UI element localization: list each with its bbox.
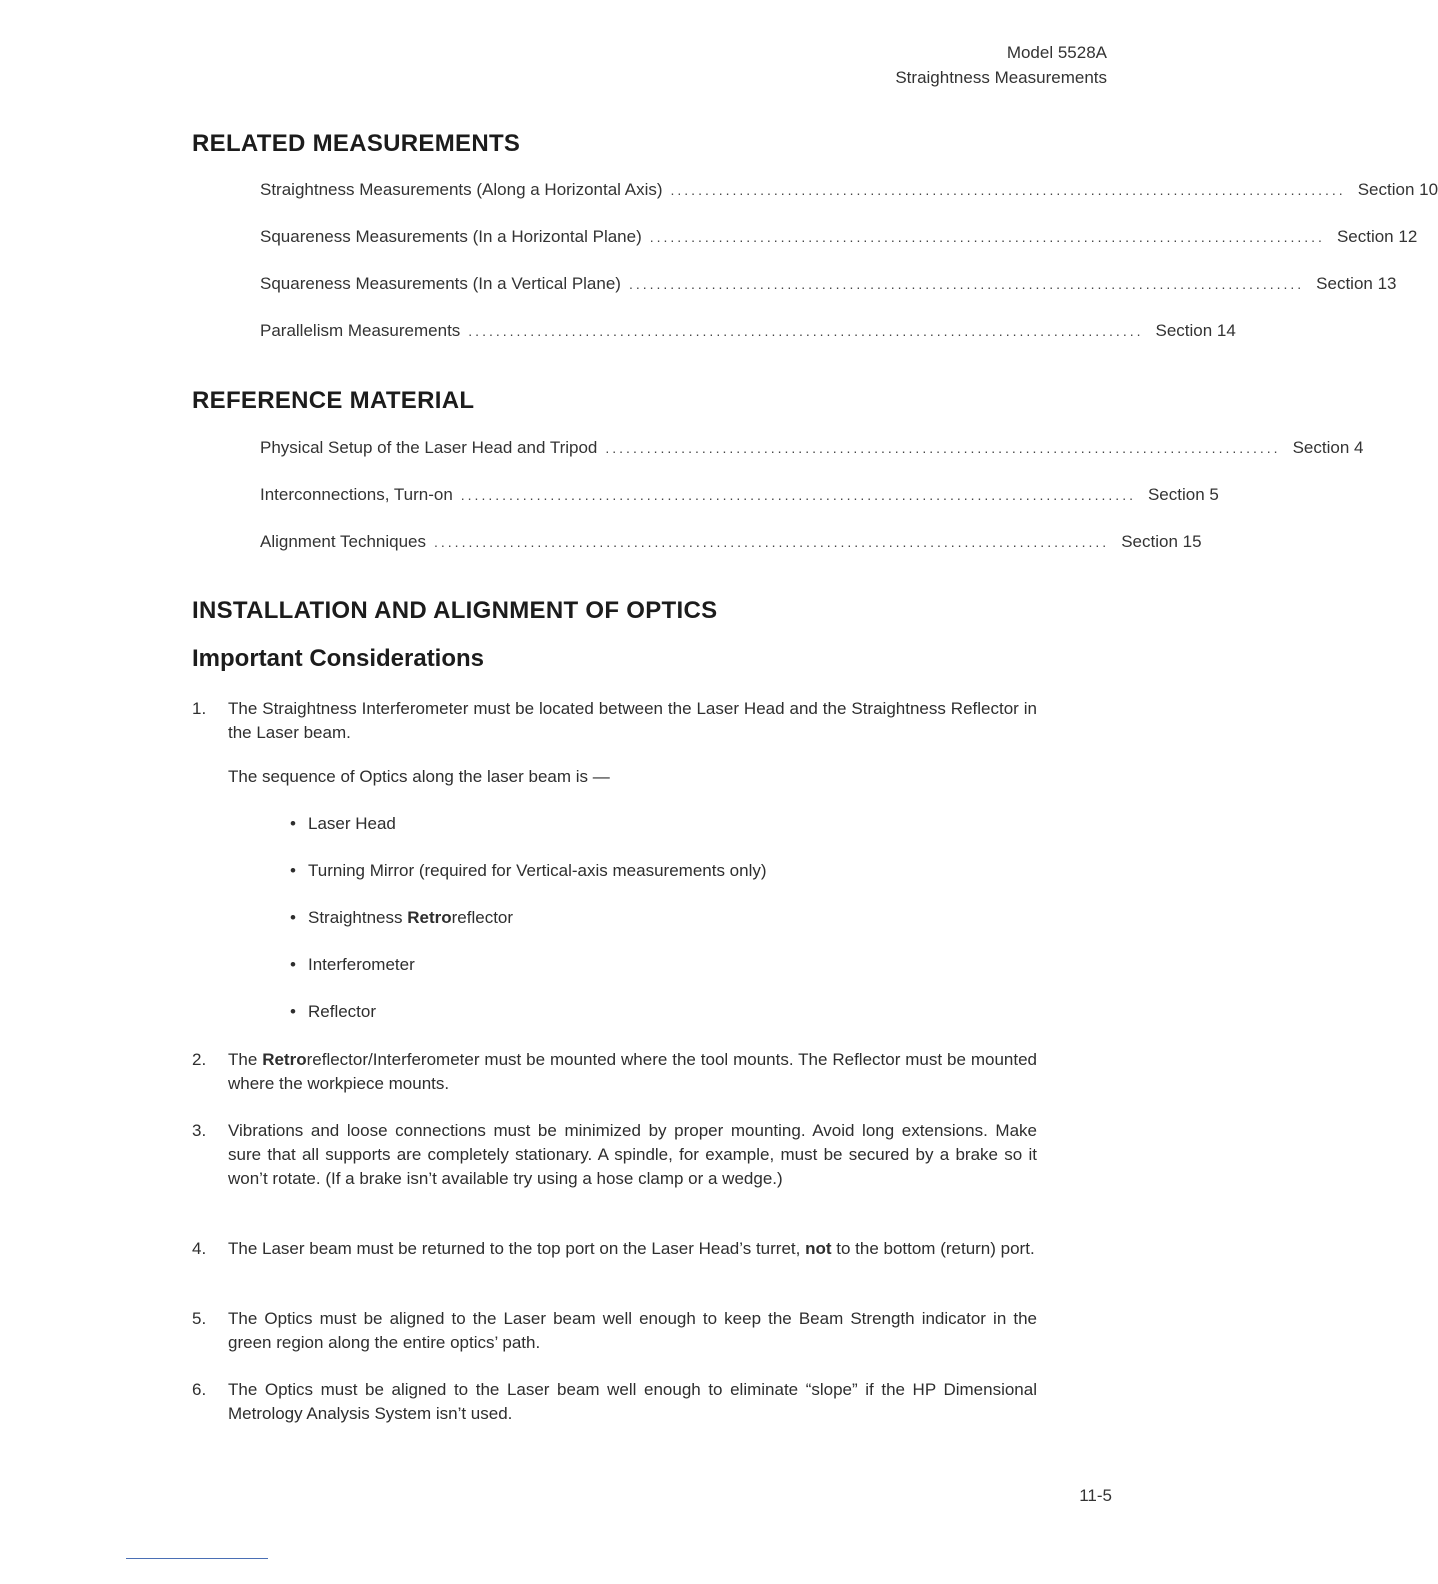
item-number: 6.: [192, 1380, 207, 1399]
toc-leader: ..................................................................................................: [460, 487, 1136, 503]
list-item-text: Interferometer: [308, 955, 415, 974]
toc-row: [260, 321, 1236, 368]
toc-section-ref: Section 10: [1357, 180, 1438, 199]
page-number: 11-5: [1079, 1486, 1112, 1505]
header-model: Model 5528A: [1006, 43, 1107, 62]
item-text: Vibrations and loose connections must be minimized by proper mounting. Avoid long extensions. Make sure that all supports are completely stationary. A spindle, for example, must be secured by a brake so it won’t rotate. (If a brake isn’t available try using a hose clamp or a wedge.): [228, 1121, 1037, 1188]
list-item: [290, 1002, 767, 1049]
reference-material-list: [260, 438, 1364, 579]
toc-title: Squareness Measurements (In a Vertical Plane): [260, 274, 621, 293]
list-item: [290, 814, 767, 861]
item-text: The Retroreflector/Interferometer must be mounted where the tool mounts. The Reflector must be mounted where the workpiece mounts.: [228, 1050, 1037, 1093]
list-item-text: Straightness Retroreflector: [308, 908, 514, 927]
item-number: 4.: [192, 1239, 207, 1258]
list-item: [290, 955, 767, 1002]
toc-section-ref: Section 15: [1121, 532, 1202, 551]
reference-material-heading: REFERENCE MATERIAL: [192, 387, 475, 414]
bullet-icon: •: [290, 1002, 296, 1021]
toc-title: Alignment Techniques: [260, 532, 427, 551]
footer-rule: [126, 1558, 268, 1559]
toc-section-ref: Section 12: [1336, 227, 1418, 246]
bullet-icon: •: [290, 955, 296, 974]
item-text: The Optics must be aligned to the Laser beam well enough to eliminate “slope” if the HP Dimensional Metrology Analysis System isn’t used.: [228, 1380, 1037, 1423]
consideration-item-1: [192, 697, 1037, 745]
list-item-text: Turning Mirror (required for Vertical-axis measurements only): [308, 861, 767, 880]
toc-row: [260, 227, 1418, 274]
consideration-item-2: [192, 1048, 1037, 1096]
consideration-item-3: [192, 1119, 1037, 1191]
toc-row: [260, 438, 1364, 485]
toc-row: [260, 274, 1397, 321]
bullet-icon: •: [290, 861, 296, 880]
toc-section-ref: Section 14: [1155, 321, 1236, 340]
toc-row: [260, 180, 1438, 227]
consideration-item-4: [192, 1237, 1037, 1261]
toc-row: [260, 532, 1202, 579]
item-number: 3.: [192, 1121, 207, 1140]
toc-leader: ..................................................................................................: [605, 440, 1281, 456]
toc-leader: ..................................................................................................: [434, 534, 1110, 550]
important-considerations-heading: Important Considerations: [192, 645, 485, 672]
bullet-icon: •: [290, 908, 296, 927]
optics-sequence-list: [290, 814, 767, 1049]
installation-heading: INSTALLATION AND ALIGNMENT OF OPTICS: [192, 597, 718, 624]
list-item: [290, 861, 767, 908]
header-section-title: Straightness Measurements: [895, 68, 1107, 87]
related-measurements-heading: RELATED MEASUREMENTS: [192, 130, 521, 157]
toc-row: [260, 485, 1219, 532]
toc-leader: ..................................................................................................: [628, 276, 1305, 292]
item-number: 2.: [192, 1050, 207, 1069]
toc-leader: ..................................................................................................: [649, 229, 1325, 245]
item-number: 5.: [192, 1309, 207, 1328]
consideration-item-6: [192, 1378, 1037, 1426]
toc-leader: ..................................................................................................: [670, 182, 1346, 198]
sequence-intro: The sequence of Optics along the laser beam is —: [228, 767, 610, 786]
page-header: [895, 40, 1107, 90]
item-text: The Optics must be aligned to the Laser beam well enough to keep the Beam Strength indicator in the green region along the entire optics’ path.: [228, 1309, 1037, 1352]
toc-title: Interconnections, Turn-on: [260, 485, 453, 504]
toc-title: Squareness Measurements (In a Horizontal Plane): [260, 227, 642, 246]
bullet-icon: •: [290, 814, 296, 833]
toc-section-ref: Section 4: [1292, 438, 1364, 457]
toc-section-ref: Section 5: [1147, 485, 1219, 504]
item-text: The Laser beam must be returned to the top port on the Laser Head’s turret, not to the bottom (return) port.: [228, 1239, 1035, 1258]
list-item-text: Laser Head: [308, 814, 396, 833]
toc-title: Straightness Measurements (Along a Horizontal Axis): [260, 180, 663, 199]
toc-title: Parallelism Measurements: [260, 321, 461, 340]
consideration-item-5: [192, 1307, 1037, 1355]
toc-section-ref: Section 13: [1316, 274, 1397, 293]
item-text: The Straightness Interferometer must be located between the Laser Head and the Straightness Reflector in the Laser beam.: [228, 699, 1037, 742]
toc-title: Physical Setup of the Laser Head and Tripod: [260, 438, 598, 457]
item-number: 1.: [192, 699, 207, 718]
related-measurements-list: [260, 180, 1438, 368]
toc-leader: ..................................................................................................: [468, 323, 1144, 339]
list-item-text: Reflector: [308, 1002, 377, 1021]
list-item: [290, 908, 767, 955]
